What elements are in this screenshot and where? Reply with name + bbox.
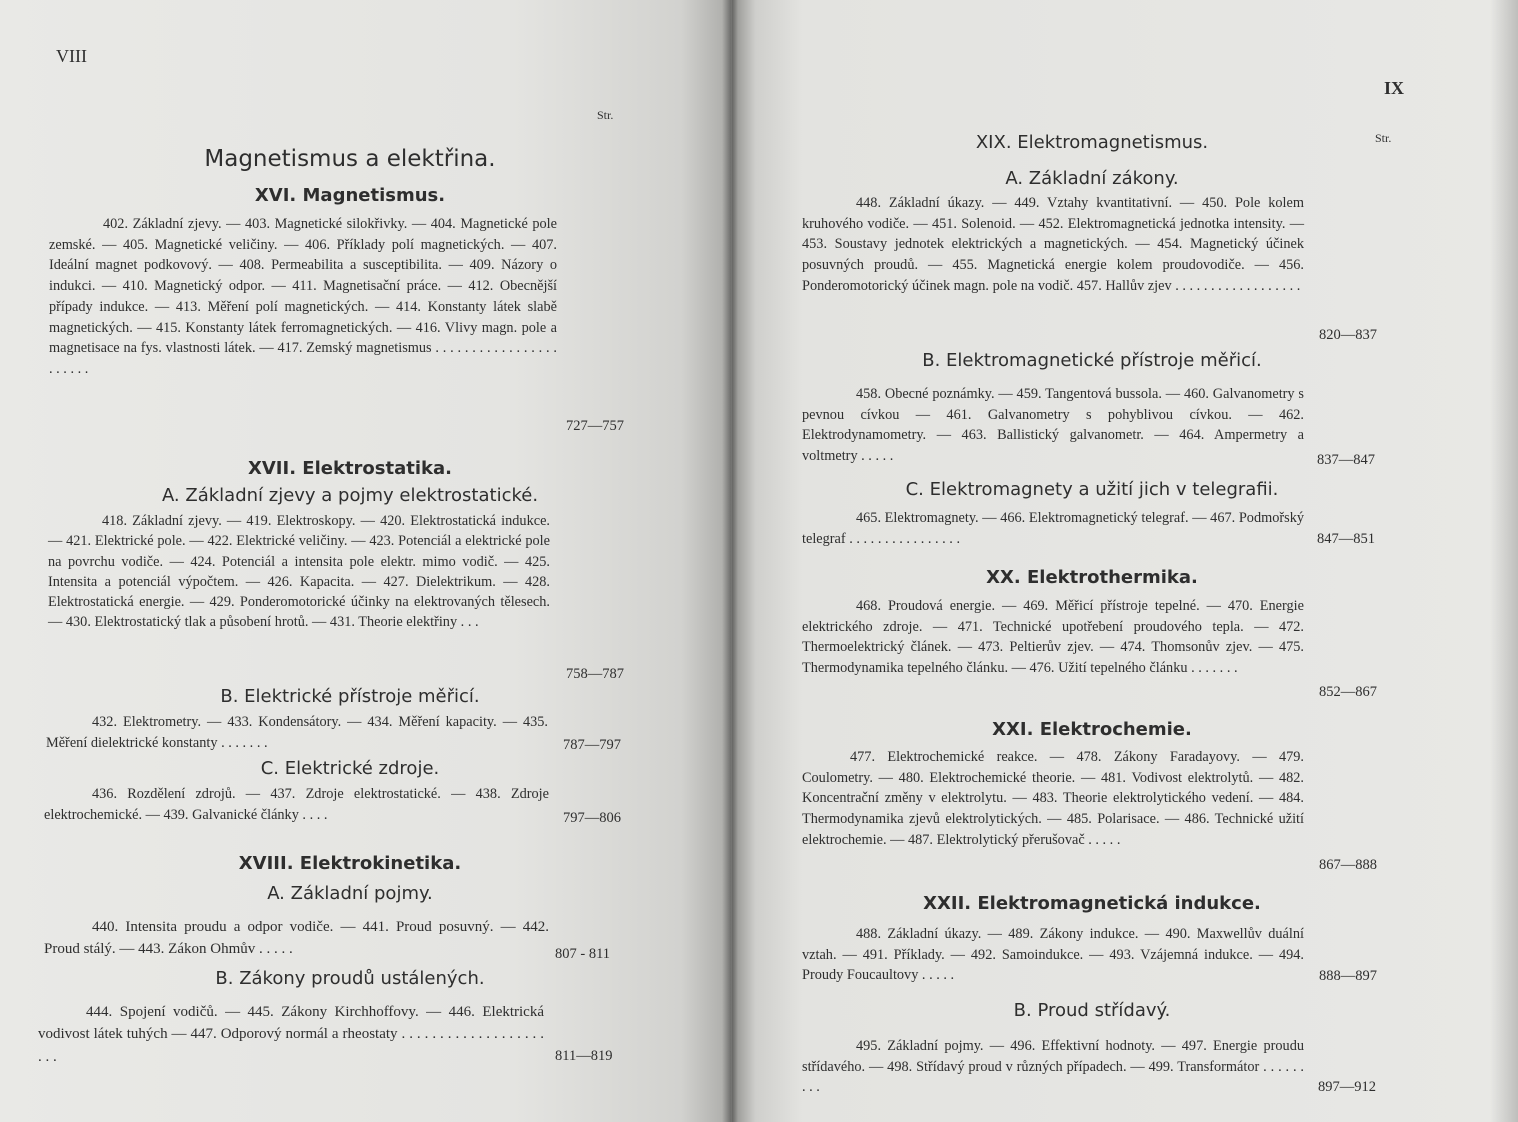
chapter-18-section-b-text: 444. Spojení vodičů. — 445. Zákony Kirchhoffovy. — 446. Elektrická vodivost látek tuhých — 447. Odporový normál a rheostaty . . . . . . . . . . . . . . . . . . . . . . <box>38 1004 544 1065</box>
chapter-19-section-b-title: B. Elektromagnetické přístroje měřicí. <box>922 350 1262 371</box>
chapter-20-title: XX. Elektrothermika. <box>986 567 1198 588</box>
chapter-16-text: 402. Základní zjevy. — 403. Magnetické silokřivky. — 404. Magnetické pole zemské. — 405. Magnetické veličiny. — 406. Příklady polí magnetických. — 407. Ideální magnet podkovový. — 408. Permeabilita a susceptibilita. — 409. Názory o indukci. — 410. Magnetický odpor. — 411. Magnetisační práce. — 412. Obecnější případy indukce. — 413. Měření polí magnetických. — 414. Konstanty látek slabě magnetických. — 415. Konstanty látek ferromagnetických. — 416. Vlivy magn. pole a magnetisace na fys. vlastnosti látek. — 417. Zemský magnetismus . . . . . . . . . . . . . . . . . . . . . . . <box>49 216 557 377</box>
chapter-19-section-a-title: A. Základní zákony. <box>1005 168 1179 189</box>
chapter-17-section-c-pages: 797—806 <box>563 810 621 826</box>
right-page <box>732 0 1518 1122</box>
chapter-19-section-b-text: 458. Obecné poznámky. — 459. Tangentová bussola. — 460. Galvanometry s pevnou cívkou — 461. Galvanometry s pohyblivou cívkou. — 462. Elektrodynamometry. — 463. Ballistický galvanometr. — 464. Ampermetry a voltmetry . . . . . <box>802 386 1304 465</box>
chapter-17-section-c-title: C. Elektrické zdroje. <box>260 758 440 779</box>
chapter-21-text: 477. Elektrochemické reakce. — 478. Zákony Faradayovy. — 479. Coulometry. — 480. Elektrochemické theorie. — 481. Vodivost elektrolytů. — 482. Koncentrační změny v elektrolytu. — 483. Theorie elektrolytického vedení. — 484. Thermodynamika zjevů elektrolytických. — 485. Polarisace. — 486. Technické užití elektrochemie. — 487. Elektrolytický přerušovač . . . . . <box>802 749 1304 848</box>
page-number-left: VIII <box>56 46 87 66</box>
chapter-19-title: XIX. Elektromagnetismus. <box>975 132 1209 153</box>
chapter-17-section-c-text: 436. Rozdělení zdrojů. — 437. Zdroje elektrostatické. — 438. Zdroje elektrochemické. — 439. Galvanické články . . . . <box>44 786 549 823</box>
chapter-22-section-a-pages: 888—897 <box>1319 968 1377 984</box>
chapter-18-section-a-pages: 807 - 811 <box>555 946 611 962</box>
chapter-17-title: XVII. Elektrostatika. <box>248 458 452 479</box>
chapter-18-title: XVIII. Elektrokinetika. <box>238 853 462 874</box>
page-edge-shadow <box>1490 0 1518 1122</box>
chapter-22-section-b-title: B. Proud střídavý. <box>1013 1000 1171 1021</box>
chapter-19-section-c-title: C. Elektromagnety a užití jich v telegrafii. <box>905 479 1279 500</box>
chapter-19-section-b-pages: 837—847 <box>1317 452 1375 468</box>
chapter-21-title: XXI. Elektrochemie. <box>992 719 1192 740</box>
chapter-19-section-a-text: 448. Základní úkazy. — 449. Vztahy kvantitativní. — 450. Pole kolem kruhového vodiče. — 451. Solenoid. — 452. Elektromagnetická jednotka intensity. — 453. Soustavy jednotek elektrických a magnetických. — 454. Magnetický účinek posuvných proudů. — 455. Magnetická energie kolem proudovodiče. — 456. Ponderomotorický účinek magn. pole na vodič. 457. Hallův zjev . . . . . . . . . . . . . . . . . . <box>802 195 1304 294</box>
chapter-17-section-a-title: A. Základní zjevy a pojmy elektrostatické. <box>161 485 539 506</box>
chapter-17-section-b-text: 432. Elektrometry. — 433. Kondensátory. — 434. Měření kapacity. — 435. Měření dielektrické konstanty . . . . . . . <box>46 714 548 751</box>
chapter-22-section-b-pages: 897—912 <box>1318 1079 1376 1095</box>
chapter-21-pages: 867—888 <box>1319 857 1377 873</box>
part-title: Magnetismus a elektřina. <box>204 146 496 172</box>
chapter-22-section-a-text: 488. Základní úkazy. — 489. Zákony indukce. — 490. Maxwellův duální vztah. — 491. Příklady. — 492. Samoindukce. — 493. Vzájemná indukce. — 494. Proudy Foucaultovy . . . . . <box>802 926 1304 984</box>
chapter-18-section-b-pages: 811—819 <box>555 1048 613 1064</box>
page-column-label-left: Str. <box>597 108 614 122</box>
chapter-17-section-a-text: 418. Základní zjevy. — 419. Elektroskopy. — 420. Elektrostatická indukce. — 421. Elektrické pole. — 422. Elektrické veličiny. — 423. Potenciál a elektrické pole na povrchu vodiče. — 424. Potenciál a intensita pole elektr. mimo vodič. — 425. Intensita a potenciál výpočtem. — 426. Kapacita. — 427. Dielektrikum. — 428. Elektrostatická energie. — 429. Ponderomotorické účinky na elektrovaných tělesech. — 430. Elektrostatický tlak a působení hrotů. — 431. Theorie elektřiny . . . <box>48 513 550 631</box>
chapter-17-section-b-title: B. Elektrické přístroje měřicí. <box>220 686 480 707</box>
chapter-18-section-a-title: A. Základní pojmy. <box>267 883 433 904</box>
left-page <box>0 0 732 1122</box>
chapter-19-section-c-pages: 847—851 <box>1317 531 1375 547</box>
chapter-18-section-a-text: 440. Intensita proudu a odpor vodiče. — 441. Proud posuvný. — 442. Proud stálý. — 443. Zákon Ohmův . . . . . <box>44 919 549 958</box>
page-column-label-right: Str. <box>1375 131 1392 145</box>
chapter-19-section-c-text: 465. Elektromagnety. — 466. Elektromagnetický telegraf. — 467. Podmořský telegraf . . . . . . . . . . . . . . . . <box>802 510 1304 547</box>
chapter-22-title: XXII. Elektromagnetická indukce. <box>923 893 1261 914</box>
chapter-16-title: XVI. Magnetismus. <box>254 185 446 206</box>
chapter-22-section-b-text: 495. Základní pojmy. — 496. Effektivní hodnoty. — 497. Energie proudu střídavého. — 498. Střídavý proud v různých případech. — 499. Transformátor . . . . . . . . . <box>802 1038 1304 1096</box>
chapter-20-pages: 852—867 <box>1319 684 1377 700</box>
chapter-17-section-b-pages: 787—797 <box>563 737 621 753</box>
chapter-20-text: 468. Proudová energie. — 469. Měřicí přístroje tepelné. — 470. Energie elektrického zdroje. — 471. Technické upotřebení proudového tepla. — 472. Thermoelektrický článek. — 473. Peltierův zjev. — 474. Thomsonův zjev. — 475. Thermodynamika tepelného článku. — 476. Užití tepelného článku . . . . . . . <box>802 598 1304 677</box>
chapter-18-section-b-title: B. Zákony proudů ustálených. <box>215 968 485 989</box>
chapter-17-section-a-pages: 758—787 <box>566 666 624 682</box>
chapter-16-pages: 727—757 <box>566 418 624 434</box>
book-gutter <box>722 0 738 1122</box>
page-number-right: IX <box>1384 78 1405 98</box>
chapter-19-section-a-pages: 820—837 <box>1319 327 1377 343</box>
